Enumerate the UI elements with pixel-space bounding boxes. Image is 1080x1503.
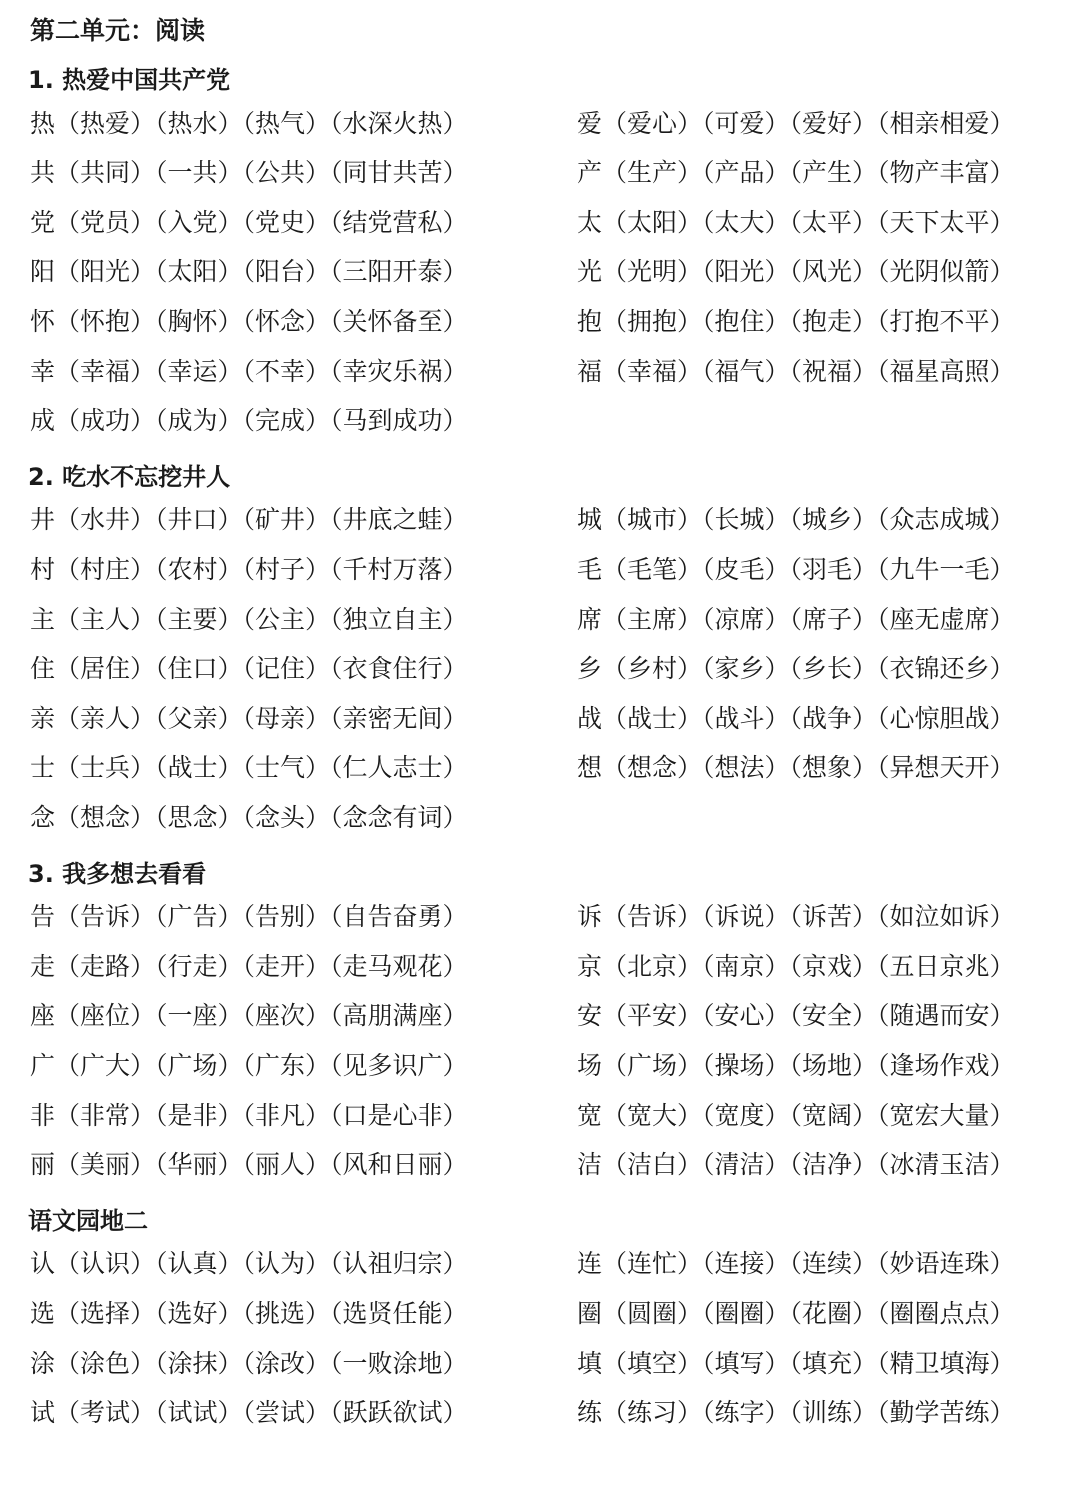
word-entry: 幸（幸福）（幸运）（不幸）（幸灾乐祸）	[30, 356, 468, 386]
word-entry: 选（选择）（选好）（挑选）（选贤任能）	[30, 1299, 468, 1328]
word-entry: 乡（乡村）（家乡）（乡长）（衣锦还乡）	[577, 654, 1015, 684]
word-entry: 诉（告诉）（诉说）（诉苦）（如泣如诉）	[577, 902, 1015, 932]
word-entry: 战（战士）（战斗）（战争）（心惊胆战）	[577, 703, 1015, 733]
word-entry: 涂（涂色）（涂抹）（涂改）（一败涂地）	[30, 1348, 468, 1378]
word-entry: 告（告诉）（广告）（告别）（自告奋勇）	[30, 902, 468, 932]
word-entry: 试（考试）（试试）（尝试）（跃跃欲试）	[30, 1398, 468, 1428]
word-entry: 认（认识）（认真）（认为）（认祖归宗）	[30, 1249, 468, 1279]
word-entry: 爱（爱心）（可爱）（爱好）（相亲相爱）	[577, 108, 1015, 138]
section-heading: 2. 吃水不忘挖井人	[28, 462, 231, 491]
section-heading: 语文园地二	[28, 1206, 148, 1235]
word-entry: 亲（亲人）（父亲）（母亲）（亲密无间）	[30, 703, 468, 733]
section-heading: 1. 热爱中国共产党	[28, 66, 231, 94]
word-entry: 场（广场）（操场）（场地）（逢场作戏）	[577, 1051, 1015, 1080]
word-entry: 想（想念）（想法）（想象）（异想天开）	[577, 753, 1015, 783]
word-entry: 井（水井）（井口）（矿井）（井底之蛙）	[30, 505, 468, 535]
word-entry: 毛（毛笔）（皮毛）（羽毛）（九牛一毛）	[577, 555, 1015, 584]
word-entry: 宽（宽大）（宽度）（宽阔）（宽宏大量）	[577, 1100, 1015, 1130]
word-entry: 念（想念）（思念）（念头）（念念有词）	[30, 803, 468, 832]
word-entry: 连（连忙）（连接）（连续）（妙语连珠）	[577, 1249, 1015, 1279]
word-entry: 热（热爱）（热水）（热气）（水深火热）	[30, 108, 468, 138]
word-entry: 主（主人）（主要）（公主）（独立自主）	[30, 604, 468, 634]
word-entry: 城（城市）（长城）（城乡）（众志成城）	[577, 505, 1015, 535]
word-entry: 丽（美丽）（华丽）（丽人）（风和日丽）	[30, 1150, 468, 1180]
word-entry: 怀（怀抱）（胸怀）（怀念）（关怀备至）	[30, 307, 468, 336]
word-entry: 共（共同）（一共）（公共）（同甘共苦）	[30, 158, 468, 188]
word-entry: 圈（圆圈）（圈圈）（花圈）（圈圈点点）	[577, 1299, 1015, 1328]
word-entry: 阳（阳光）（太阳）（阳台）（三阳开泰）	[30, 257, 468, 287]
word-entry: 成（成功）（成为）（完成）（马到成功）	[30, 406, 468, 436]
word-entry: 非（非常）（是非）（非凡）（口是心非）	[30, 1100, 468, 1130]
word-entry: 太（太阳）（太大）（太平）（天下太平）	[577, 207, 1015, 237]
word-entry: 产（生产）（产品）（产生）（物产丰富）	[577, 158, 1015, 188]
word-entry: 广（广大）（广场）（广东）（见多识广）	[30, 1051, 468, 1080]
word-entry: 抱（拥抱）（抱住）（抱走）（打抱不平）	[577, 307, 1015, 336]
word-entry: 福（幸福）（福气）（祝福）（福星高照）	[577, 356, 1015, 386]
page-title: 第二单元：阅读	[30, 16, 206, 45]
word-entry: 席（主席）（凉席）（席子）（座无虚席）	[577, 604, 1015, 634]
word-entry: 洁（洁白）（清洁）（洁净）（冰清玉洁）	[577, 1150, 1015, 1180]
word-entry: 安（平安）（安心）（安全）（随遇而安）	[577, 1001, 1015, 1031]
word-entry: 练（练习）（练字）（训练）（勤学苦练）	[577, 1398, 1015, 1428]
word-entry: 京（北京）（南京）（京戏）（五日京兆）	[577, 951, 1015, 981]
word-entry: 走（走路）（行走）（走开）（走马观花）	[30, 951, 468, 981]
word-entry: 住（居住）（住口）（记住）（衣食住行）	[30, 654, 468, 684]
word-entry: 座（座位）（一座）（座次）（高朋满座）	[30, 1001, 468, 1031]
section-heading: 3. 我多想去看看	[28, 859, 207, 888]
word-entry: 士（士兵）（战士）（士气）（仁人志士）	[30, 753, 468, 783]
word-entry: 党（党员）（入党）（党史）（结党营私）	[30, 207, 468, 237]
word-entry: 村（村庄）（农村）（村子）（千村万落）	[30, 555, 468, 584]
word-entry: 填（填空）（填写）（填充）（精卫填海）	[577, 1348, 1015, 1378]
word-entry: 光（光明）（阳光）（风光）（光阴似箭）	[577, 257, 1015, 287]
